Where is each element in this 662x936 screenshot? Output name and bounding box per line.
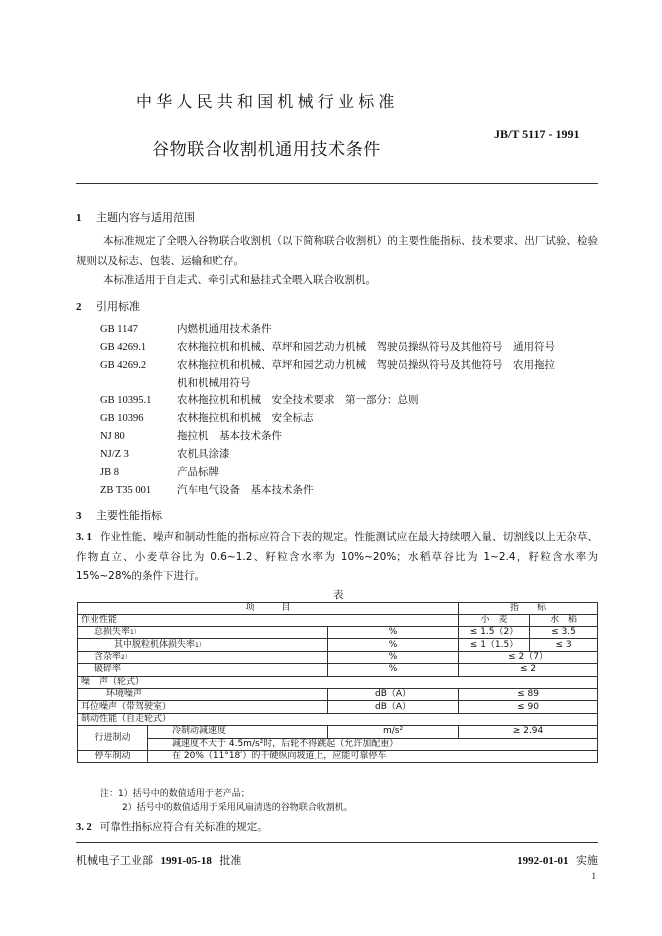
unit-cell: dB（A） — [328, 688, 459, 700]
row-label: 停车制动 — [78, 750, 148, 762]
row-label — [78, 651, 328, 663]
header-item: 项 目 — [78, 603, 459, 615]
header-rice: 水 稻 — [530, 615, 598, 627]
footnote-mark: 2） — [121, 653, 131, 661]
value-cell: ≤ 3 — [530, 639, 598, 651]
approval-info — [76, 852, 241, 868]
requirement-cell: 减速度不大于 4.5m/s²时，后轮不得跳起（允许加配重） — [148, 738, 598, 750]
label-text: 总损失率 — [94, 627, 131, 638]
section-title: 主要性能指标 — [96, 509, 162, 522]
section-2-heading — [76, 298, 140, 314]
header-work-performance: 作业性能 — [78, 615, 459, 627]
row-label — [78, 627, 328, 639]
reference-item — [100, 392, 419, 410]
reference-title: 农机具涂漆 — [177, 448, 230, 460]
section-3-heading — [76, 507, 162, 523]
clause-text: 作业性能、噪声和制动性能的指标应符合下表的规定。性能测试应在最大持续喂入量、切割线以上无杂草、作物直立、小麦草谷比为 0.6~1.2、籽粒含水率为 10%~20%；水稻草谷比为 1~2.4，籽粒含水率为 15%~28%的条件下进行。 — [76, 531, 599, 582]
performance-table — [77, 602, 598, 763]
table-row — [78, 627, 598, 639]
value-cell: ≤ 1（1.5） — [459, 639, 530, 651]
reference-item — [100, 410, 314, 428]
value-cell: ≤ 2 — [459, 664, 598, 676]
reference-title-continuation: 机和机械用符号 — [177, 377, 251, 389]
reference-item — [100, 357, 555, 375]
row-label — [78, 639, 328, 651]
table-row — [78, 651, 598, 663]
section-3-2-paragraph — [76, 818, 598, 838]
unit-cell: dB（A） — [328, 701, 459, 713]
group-label: 噪 声（轮式） — [78, 676, 598, 688]
reference-item — [100, 321, 272, 339]
reference-title: 内燃机通用技术条件 — [177, 323, 272, 335]
section-number: 2 — [76, 301, 82, 313]
implementation-date: 1992-01-01 — [517, 855, 569, 867]
table-note-2: 2）括号中的数值适用于采用风扇清选的谷物联合收割机。 — [122, 803, 353, 813]
unit-cell: % — [328, 639, 459, 651]
header-rule — [76, 183, 598, 184]
table-header-row — [78, 603, 598, 615]
section-number: 3 — [76, 510, 82, 522]
reference-item — [100, 339, 555, 357]
table-row — [78, 750, 598, 762]
approval-action: 批准 — [219, 854, 242, 867]
approving-authority: 机械电子工业部 — [76, 854, 153, 867]
row-label: 环境噪声 — [78, 688, 328, 700]
clause-number: 3. 2 — [76, 822, 92, 833]
clause-number: 3. 1 — [76, 532, 92, 543]
table-row — [78, 688, 598, 700]
reference-title: 农林拖拉机和机械 安全技术要求 第一部分：总则 — [177, 394, 419, 406]
table-row — [78, 639, 598, 651]
reference-code: NJ 80 — [100, 431, 125, 442]
reference-code: GB 10396 — [100, 413, 144, 424]
reference-title: 农林拖拉机和机械、草坪和园艺动力机械 驾驶员操纵符号及其他符号 农用拖拉 — [177, 359, 555, 371]
section-1-heading — [76, 209, 195, 225]
reference-code: NJ/Z 3 — [100, 449, 129, 460]
reference-item — [100, 446, 230, 464]
row-label: 行进制动 — [78, 726, 148, 751]
clause-text: 可靠性指标应符合有关标准的规定。 — [99, 821, 268, 833]
section-title: 引用标准 — [96, 300, 140, 313]
unit-cell: % — [328, 664, 459, 676]
table-row — [78, 726, 598, 738]
reference-code: JB 8 — [100, 467, 119, 478]
standard-code: JB/T 5117 - 1991 — [494, 127, 580, 141]
header-index: 指 标 — [459, 603, 598, 615]
table-header-row — [78, 615, 598, 627]
table-row — [78, 701, 598, 713]
table-caption: 表 — [333, 589, 344, 601]
reference-item — [100, 464, 219, 482]
footnote-mark: 1） — [195, 641, 205, 649]
value-cell: ≥ 2.94 — [459, 726, 598, 738]
reference-item — [100, 482, 314, 500]
reference-code: GB 4269.2 — [100, 360, 147, 371]
value-cell: ≤ 2（7） — [459, 651, 598, 663]
footer-rule — [76, 842, 598, 843]
table-row — [78, 738, 598, 750]
header-wheat: 小 麦 — [459, 615, 530, 627]
table-note-1: 注：1）括号中的数值适用于老产品； — [100, 789, 250, 799]
label-text: 其中脱粒机体损失率 — [114, 639, 196, 650]
standard-org-heading: 中华人民共和国机械行业标准 — [136, 92, 399, 111]
requirement-cell: 在 20%（11°18′）的干硬纵向坡道上，应能可靠停车 — [148, 750, 598, 762]
value-cell: ≤ 90 — [459, 701, 598, 713]
unit-cell: m/s² — [328, 726, 459, 738]
reference-title: 拖拉机 基本技术条件 — [177, 430, 282, 442]
section-1-paragraph-2: 本标准适用于自走式、牵引式和悬挂式全喂入联合收割机。 — [103, 274, 376, 286]
table-row — [78, 676, 598, 688]
document-title: 谷物联合收割机通用技术条件 — [152, 140, 381, 160]
table-row — [78, 713, 598, 725]
footnote-mark: 1） — [130, 629, 140, 637]
label-text: 含杂率 — [94, 651, 122, 662]
unit-cell: % — [328, 651, 459, 663]
reference-code: ZB T35 001 — [100, 485, 152, 496]
table-row — [78, 664, 598, 676]
page-number: 1 — [591, 871, 596, 881]
reference-title: 农林拖拉机和机械、草坪和园艺动力机械 驾驶员操纵符号及其他符号 通用符号 — [177, 341, 555, 353]
unit-cell: % — [328, 627, 459, 639]
reference-code: GB 1147 — [100, 324, 138, 335]
row-sublabel: 冷制动减速度 — [148, 726, 328, 738]
approval-date: 1991-05-18 — [160, 855, 212, 867]
reference-title: 汽车电气设备 基本技术条件 — [177, 484, 314, 496]
section-number: 1 — [76, 212, 82, 224]
reference-code: GB 10395.1 — [100, 395, 152, 406]
section-title: 主题内容与适用范围 — [96, 211, 195, 224]
value-cell: ≤ 89 — [459, 688, 598, 700]
reference-title: 农林拖拉机和机械 安全标志 — [177, 412, 314, 424]
row-label: 破碎率 — [78, 664, 328, 676]
reference-title: 产品标牌 — [177, 466, 219, 478]
row-label: 耳位噪声（带驾驶室） — [78, 701, 328, 713]
implementation-info — [517, 852, 598, 868]
section-1-paragraph-1: 本标准规定了全喂入谷物联合收割机（以下简称联合收割机）的主要性能指标、技术要求、出厂试验、检验规则以及标志、包装、运输和贮存。 — [76, 235, 598, 267]
reference-code: GB 4269.1 — [100, 342, 147, 353]
implementation-action: 实施 — [576, 854, 598, 867]
section-3-1-paragraph — [76, 528, 598, 587]
reference-item — [100, 428, 282, 446]
value-cell: ≤ 3.5 — [530, 627, 598, 639]
value-cell: ≤ 1.5（2） — [459, 627, 530, 639]
group-label: 制动性能（自走轮式） — [78, 713, 598, 725]
